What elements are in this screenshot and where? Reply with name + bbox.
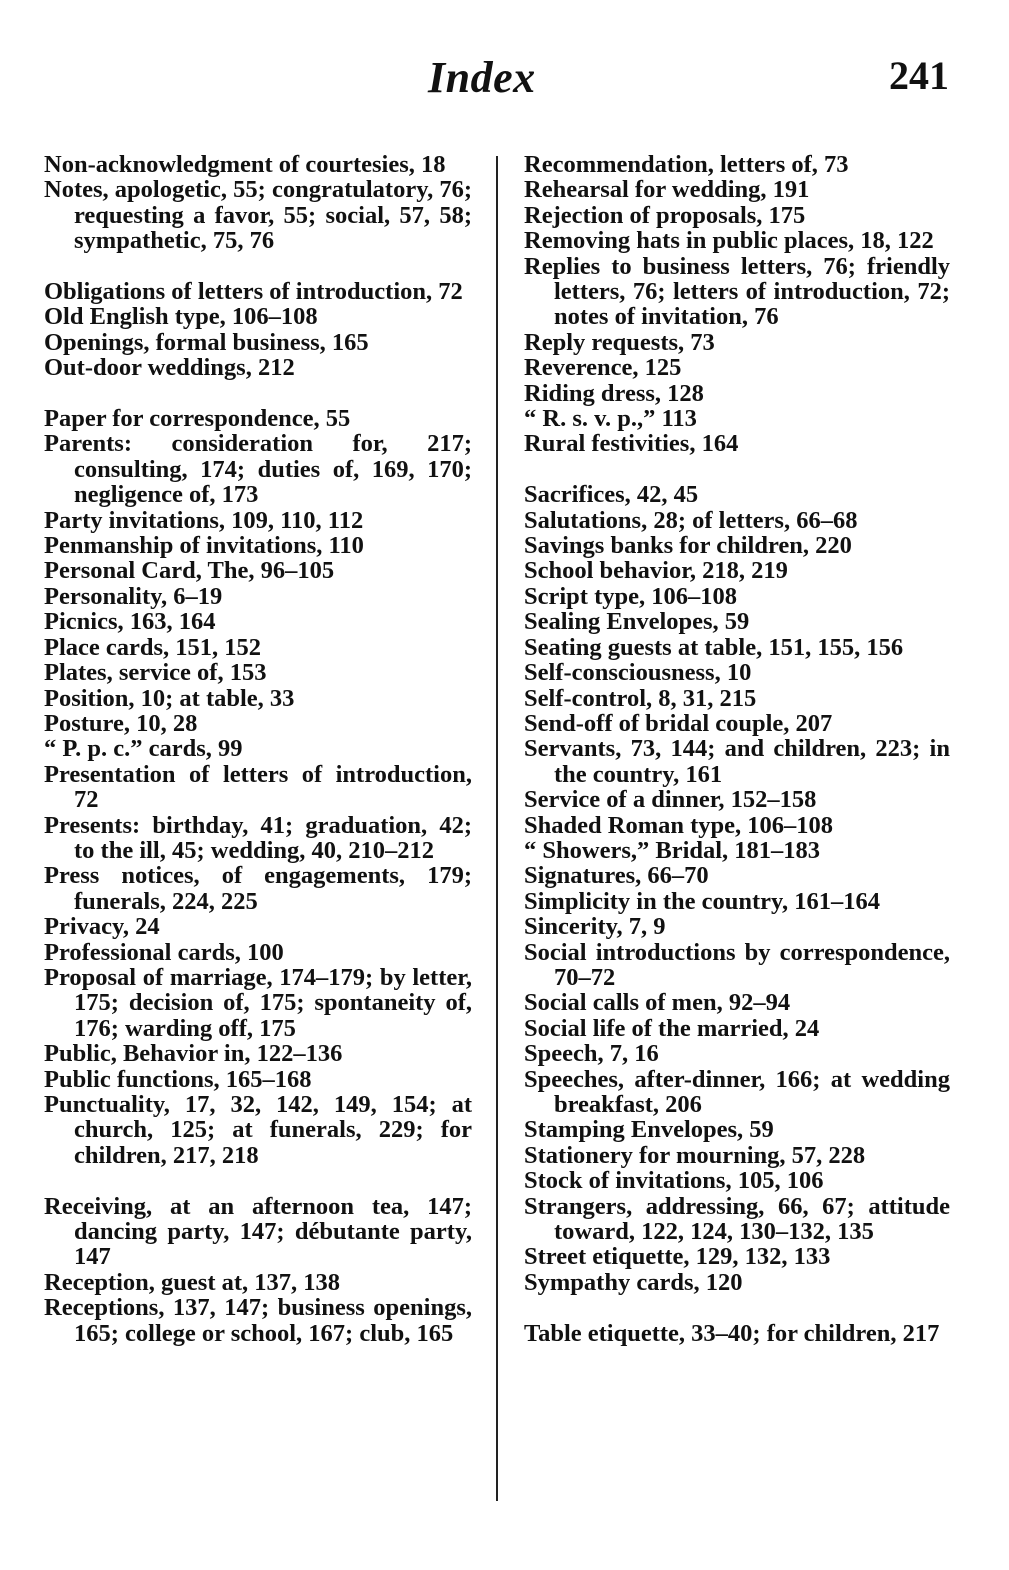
index-entry: Parents: consideration for, 217; consulting, 174; duties of, 169, 170; negligence of, 173	[44, 430, 472, 509]
index-entry: Self-control, 8, 31, 215	[524, 684, 757, 712]
column-divider	[496, 156, 498, 1501]
index-entry: Rehearsal for wedding, 191	[524, 176, 810, 204]
index-entry: Servants, 73, 144; and children, 223; in the country, 161	[524, 735, 950, 788]
index-entry: Obligations of letters of introduction, 72	[44, 278, 463, 306]
section-gap	[44, 1168, 472, 1193]
index-entry: Receiving, at an afternoon tea, 147; dancing party, 147; débutante party, 147	[44, 1192, 472, 1271]
index-entry: Rural festivities, 164	[524, 430, 739, 458]
index-entry: Recommendation, letters of, 73	[524, 151, 849, 178]
index-entry: School behavior, 218, 219	[524, 557, 788, 585]
index-entry: Plates, service of, 153	[44, 659, 267, 687]
index-entry: Notes, apologetic, 55; congratulatory, 76; requesting a favor, 55; social, 57, 58; sympathetic, 75, 76	[44, 176, 472, 255]
index-entry: Social calls of men, 92–94	[524, 989, 791, 1017]
index-entry: Self-consciousness, 10	[524, 659, 752, 687]
index-entry: Personal Card, The, 96–105	[44, 557, 335, 585]
index-entry: Replies to business letters, 76; friendly letters, 76; letters of introduction, 72; notes of invitation, 76	[524, 252, 950, 331]
section-gap	[44, 254, 472, 279]
index-entry: Punctuality, 17, 32, 142, 149, 154; at church, 125; at funerals, 229; for children, 217, 218	[44, 1091, 472, 1169]
index-entry: Public, Behavior in, 122–136	[44, 1040, 343, 1068]
index-entry: Stationery for mourning, 57, 228	[524, 1141, 866, 1169]
index-entry: Party invitations, 109, 110, 112	[44, 506, 364, 534]
index-entry: Privacy, 24	[44, 913, 160, 941]
index-entry: Non-acknowledgment of courtesies, 18	[44, 151, 446, 178]
index-entry: Out-door weddings, 212	[44, 354, 295, 382]
index-entry: Sealing Envelopes, 59	[524, 608, 750, 636]
index-entry: Reverence, 125	[524, 354, 682, 382]
left-index-column	[44, 152, 472, 1346]
index-entry: Penmanship of invitations, 110	[44, 532, 364, 560]
index-entry: Sacrifices, 42, 45	[524, 481, 699, 509]
right-index-column	[524, 152, 950, 1346]
index-entry: Presentation of letters of introduction, 72	[44, 760, 472, 814]
index-entry: Rejection of proposals, 175	[524, 201, 806, 229]
index-entry: Position, 10; at table, 33	[44, 684, 295, 712]
index-entry: Stock of invitations, 105, 106	[524, 1167, 824, 1195]
section-gap	[44, 381, 472, 406]
index-entry: Social introductions by correspondence, 70–72	[524, 938, 950, 991]
index-entry: Press notices, of engagements, 179; funerals, 224, 225	[44, 862, 472, 915]
index-entry: Strangers, addressing, 66, 67; attitude toward, 122, 124, 130–132, 135	[524, 1192, 950, 1246]
index-entry: Script type, 106–108	[524, 582, 737, 610]
index-entry: “ R. s. v. p.,” 113	[524, 405, 697, 433]
index-entry: Paper for correspondence, 55	[44, 405, 351, 433]
index-entry: Professional cards, 100	[44, 938, 284, 966]
section-gap	[524, 457, 950, 482]
index-entry: Openings, formal business, 165	[44, 328, 369, 356]
index-entry: Place cards, 151, 152	[44, 633, 262, 661]
index-entry: Send-off of bridal couple, 207	[524, 709, 833, 737]
index-entry: Posture, 10, 28	[44, 709, 198, 737]
index-entry: Sincerity, 7, 9	[524, 913, 666, 941]
index-entry: Seating guests at table, 151, 155, 156	[524, 633, 904, 661]
index-entry: Savings banks for children, 220	[524, 532, 852, 560]
index-entry: “ Showers,” Bridal, 181–183	[524, 836, 821, 864]
index-entry: Social life of the married, 24	[524, 1014, 820, 1042]
index-entry: Speech, 7, 16	[524, 1040, 659, 1068]
page-title: Index	[428, 53, 536, 102]
index-entry: Reply requests, 73	[524, 328, 715, 356]
index-entry: Picnics, 163, 164	[44, 608, 216, 636]
index-entry: Sympathy cards, 120	[524, 1268, 743, 1296]
index-entry: Signatures, 66–70	[524, 862, 709, 890]
index-entry: Service of a dinner, 152–158	[524, 786, 817, 814]
index-entry: “ P. p. c.” cards, 99	[44, 735, 243, 763]
index-entry: Receptions, 137, 147; business openings, 165; college or school, 167; club, 165	[44, 1294, 472, 1347]
index-entry: Stamping Envelopes, 59	[524, 1116, 774, 1144]
index-entry: Reception, guest at, 137, 138	[44, 1268, 341, 1296]
index-entry: Simplicity in the country, 161–164	[524, 887, 880, 915]
index-entry: Speeches, after-dinner, 166; at wedding breakfast, 206	[524, 1065, 950, 1119]
index-entry: Proposal of marriage, 174–179; by letter, 175; decision of, 175; spontaneity of, 176; warding off, 175	[44, 963, 472, 1042]
index-entry: Old English type, 106–108	[44, 303, 318, 331]
index-entry: Personality, 6–19	[44, 582, 223, 610]
index-entry: Removing hats in public places, 18, 122	[524, 227, 934, 255]
page-number: 241	[889, 53, 949, 98]
section-gap	[524, 1295, 950, 1320]
page-header	[0, 52, 1009, 112]
index-entry: Presents: birthday, 41; graduation, 42; to the ill, 45; wedding, 40, 210–212	[44, 811, 472, 864]
index-entry: Street etiquette, 129, 132, 133	[524, 1243, 831, 1271]
index-entry: Salutations, 28; of letters, 66–68	[524, 506, 858, 534]
index-entry: Public functions, 165–168	[44, 1065, 312, 1093]
index-entry: Table etiquette, 33–40; for children, 217	[524, 1319, 940, 1347]
index-entry: Riding dress, 128	[524, 379, 704, 407]
index-entry: Shaded Roman type, 106–108	[524, 811, 834, 839]
